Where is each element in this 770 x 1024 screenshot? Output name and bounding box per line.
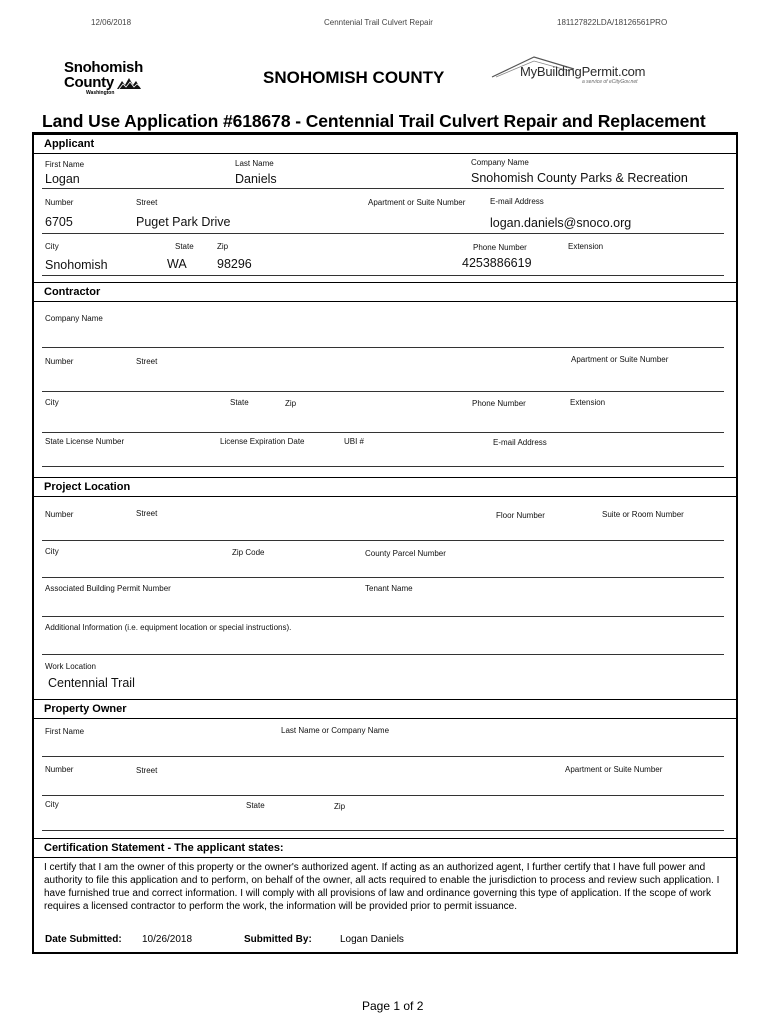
contractor-ext-label: Extension [570,398,606,407]
owner-first-name-label: First Name [45,727,85,736]
project-tenant-label: Tenant Name [365,584,413,593]
contractor-zip-label: Zip [285,399,297,408]
field-rule [42,795,724,796]
certification-line: authority to file this application and to perform, on behalf of the owner, all acts required to enable the jurisdiction to process and review such application. I [44,875,720,886]
owner-last-name-label: Last Name or Company Name [281,726,390,735]
project-parcel-label: County Parcel Number [365,549,446,558]
section-property-owner-title: Property Owner [44,703,127,715]
owner-state-label: State [246,801,265,810]
mybuildingpermit-logo [488,55,658,91]
county-title: SNOHOMISH COUNTY [263,68,445,87]
field-rule [42,654,724,655]
mountains-icon [117,77,145,89]
section-certification [32,838,738,858]
contractor-city-label: City [45,398,59,407]
field-rule [42,540,724,541]
applicant-phone-label: Phone Number [473,243,527,252]
applicant-ext-label: Extension [568,242,604,251]
applicant-city-label: City [45,242,59,251]
applicant-zip-label: Zip [217,242,229,251]
field-rule [42,432,724,433]
applicant-company-value[interactable]: Snohomish County Parks & Recreation [471,171,688,185]
owner-zip-label: Zip [334,802,346,811]
certification-statement [44,861,730,913]
contractor-apt-label: Apartment or Suite Number [571,355,669,364]
applicant-number-value[interactable]: 6705 [45,215,73,229]
contractor-license-exp-label: License Expiration Date [220,437,305,446]
contractor-ubi-label: UBI # [344,437,365,446]
contractor-state-label: State [230,398,249,407]
field-rule [42,233,724,234]
field-rule [42,616,724,617]
section-certification-title: Certification Statement - The applicant states: [44,842,284,854]
certification-line: I certify that I am the owner of this property or the owner's authorized agent. If acting as an authorized agent, I further certify that I have full power and [44,862,706,873]
project-street-label: Street [136,509,158,518]
header-reference: 181127822LDA/18126561PRO [557,18,668,27]
applicant-city-value[interactable]: Snohomish [45,258,108,272]
field-rule [42,391,724,392]
section-property-owner [32,699,738,719]
owner-number-label: Number [45,765,74,774]
certification-line: have furnished true and correct information. I will comply with all provisions of law and ordinance governing this type of application. If the scope of work [44,888,712,899]
owner-apt-label: Apartment or Suite Number [565,765,663,774]
applicant-apt-label: Apartment or Suite Number [368,198,466,207]
project-suite-label: Suite or Room Number [602,510,684,519]
owner-city-label: City [45,800,59,809]
field-rule [42,347,724,348]
contractor-street-label: Street [136,357,158,366]
project-city-label: City [45,547,59,556]
contractor-license-label: State License Number [45,437,125,446]
applicant-first-name-value[interactable]: Logan [45,172,80,186]
applicant-street-value[interactable]: Puget Park Drive [136,215,231,229]
project-additional-label: Additional Information (i.e. equipment location or special instructions). [45,623,292,632]
applicant-last-name-label: Last Name [235,159,274,168]
field-rule [42,830,724,831]
applicant-state-label: State [175,242,194,251]
section-project-location [32,477,738,497]
applicant-email-value[interactable]: logan.daniels@snoco.org [490,216,632,230]
contractor-company-label: Company Name [45,314,103,323]
applicant-state-value[interactable]: WA [167,257,187,271]
submitted-by-label: Submitted By: [244,934,312,945]
applicant-company-label: Company Name [471,158,529,167]
logo-line3: Washington [86,90,115,96]
field-rule [42,756,724,757]
mbp-name: MyBuildingPermit.com [520,64,646,79]
header-project: Cenntenial Trail Culvert Repair [324,18,433,27]
section-project-location-title: Project Location [44,481,131,493]
mbp-service: a service of eCityGov.net [582,79,638,85]
contractor-number-label: Number [45,357,74,366]
logo-line2: County [64,74,114,91]
project-number-label: Number [45,510,74,519]
contractor-phone-label: Phone Number [472,399,526,408]
date-submitted-label: Date Submitted: [45,934,122,945]
snohomish-county-logo [64,60,160,100]
logo-line1: Snohomish [64,59,143,76]
applicant-number-label: Number [45,198,74,207]
field-rule [42,275,724,276]
project-work-location-label: Work Location [45,662,96,671]
header-date: 12/06/2018 [91,18,132,27]
page-title: Land Use Application #618678 - Centennial Trail Culvert Repair and Replacement [42,111,706,131]
project-assoc-permit-label: Associated Building Permit Number [45,584,171,593]
project-zip-label: Zip Code [232,548,265,557]
certification-line: requires a licensed contractor to perform the work, the information will be provided prior to permit issuance. [44,901,517,912]
page-number: Page 1 of 2 [362,999,424,1013]
field-rule [42,466,724,467]
field-rule [42,188,724,189]
project-floor-label: Floor Number [496,511,545,520]
applicant-street-label: Street [136,198,158,207]
section-applicant-title: Applicant [44,138,95,150]
field-rule [42,577,724,578]
applicant-zip-value[interactable]: 98296 [217,257,252,271]
section-contractor [32,282,738,302]
applicant-email-label: E-mail Address [490,197,544,206]
section-contractor-title: Contractor [44,286,101,298]
owner-street-label: Street [136,766,158,775]
applicant-phone-value[interactable]: 4253886619 [462,256,532,270]
applicant-first-name-label: First Name [45,160,85,169]
project-work-location-value[interactable]: Centennial Trail [48,676,135,690]
date-submitted-value: 10/26/2018 [142,934,193,945]
contractor-email-label: E-mail Address [493,438,547,447]
applicant-last-name-value[interactable]: Daniels [235,172,277,186]
section-applicant [32,134,738,154]
submitted-by-value: Logan Daniels [340,934,404,945]
